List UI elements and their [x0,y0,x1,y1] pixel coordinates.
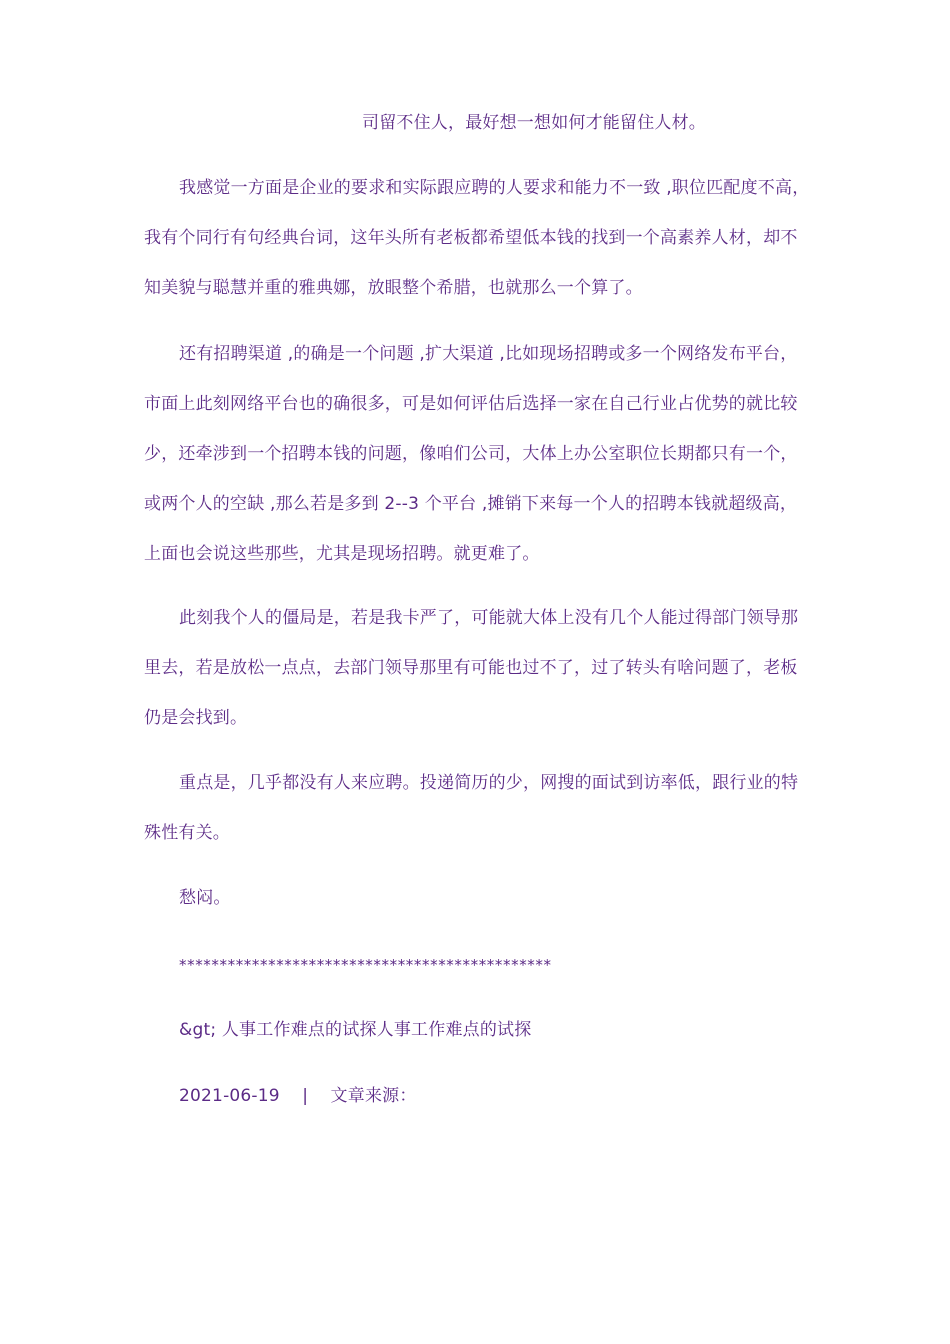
paragraph-3-line-1: 此刻我个人的僵局是，若是我卡严了，可能就大体上没有几个人能过得部门领导那 [179,608,799,628]
paragraph-3-line-2: 里去，若是放松一点点，去部门领导那里有可能也过不了，过了转头有啥问题了，老板 [144,658,798,678]
paragraph-2-line-5: 上面也会说这些那些，尤其是现场招聘。就更难了。 [144,544,540,564]
paragraph-4-line-2: 殊性有关。 [144,823,230,843]
article-title: &gt; 人事工作难点的试探人事工作难点的试探 [179,1020,532,1040]
paragraph-3-line-3: 仍是会找到。 [144,708,248,728]
paragraph-1-line-2: 我有个同行有句经典台词，这年头所有老板都希望低本钱的找到一个高素养人材，却不 [144,228,798,248]
paragraph-2-line-2: 市面上此刻网络平台也的确很多，可是如何评估后选择一家在自己行业占优势的就比较 [144,394,798,414]
article-meta: 2021-06-19 | 文章来源： [179,1086,417,1106]
continuation-line: 司留不住人，最好想一想如何才能留住人材。 [362,113,706,133]
sigh-line: 愁闷。 [179,888,231,908]
separator-line: ********************************************** [179,956,552,974]
paragraph-2-line-4: 或两个人的空缺 ,那么若是多到 2--3 个平台 ,摊销下来每一个人的招聘本钱就超级高， [144,494,798,514]
paragraph-2-line-1: 还有招聘渠道 ,的确是一个问题 ,扩大渠道 ,比如现场招聘或多一个网络发布平台， [179,344,798,364]
paragraph-1-line-3: 知美貌与聪慧并重的雅典娜，放眼整个希腊，也就那么一个算了。 [144,278,643,298]
paragraph-2-line-3: 少，还牵涉到一个招聘本钱的问题，像咱们公司，大体上办公室职位长期都只有一个， [144,444,798,464]
paragraph-1-line-1: 我感觉一方面是企业的要求和实际跟应聘的人要求和能力不一致 ,职位匹配度不高， [179,178,810,198]
paragraph-4-line-1: 重点是，几乎都没有人来应聘。投递简历的少，网搜的面试到访率低，跟行业的特 [179,773,799,793]
